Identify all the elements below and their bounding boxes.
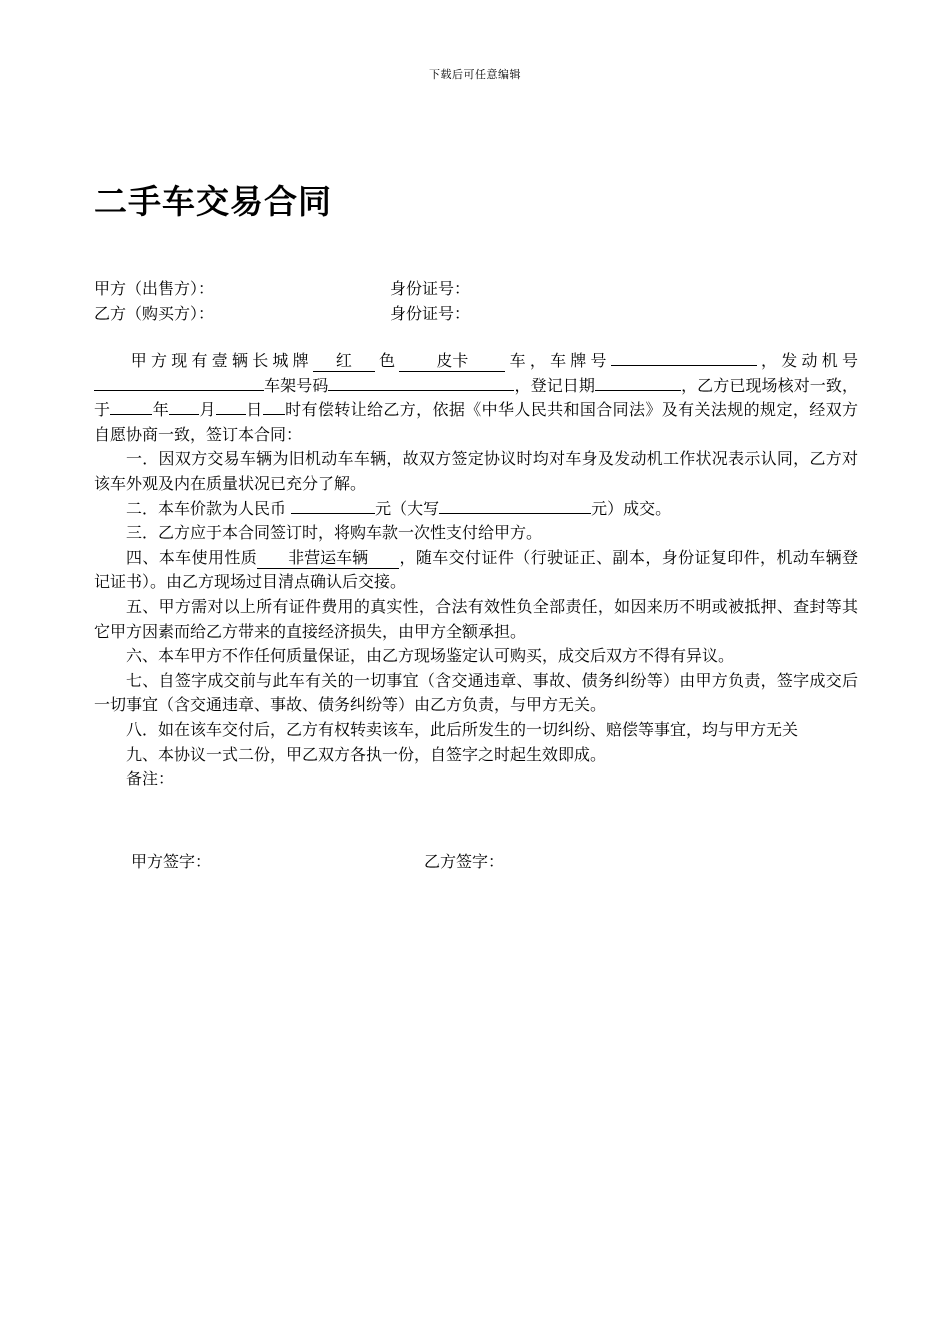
clause-8: 八．如在该车交付后，乙方有权转卖该车，此后所发生的一切纠纷、赔偿等事宜，均与甲方无关 [126, 719, 799, 739]
month-field [169, 414, 199, 415]
clause-2-text: 二．本车价款为人民币 [126, 498, 287, 518]
remark: 备注： [126, 769, 175, 789]
clause-7: 七、自签字成交前与此车有关的一切事宜（含交通违章、事故、债务纠纷等）由甲方负责，签字成交后一切事宜（含交通违章、事故、债务纠纷等）由乙方负责，与甲方无关。 [94, 670, 858, 715]
color-field: 红 [313, 351, 375, 372]
clause-2-text: 元（大写 [375, 498, 440, 518]
intro-text: 车，车牌号 [505, 351, 611, 370]
day-field [216, 414, 246, 415]
intro-text: 甲方现有壹辆长城牌 [130, 351, 313, 370]
party-a-row [94, 276, 470, 299]
clause-5: 五、甲方需对以上所有证件费用的真实性，合法有效性负全部责任，如因来历不明或被抵押、查封等其它甲方因素而给乙方带来的直接经济损失，由甲方全额承担。 [94, 596, 858, 641]
clause-2-text: 元）成交。 [591, 498, 672, 518]
party-a-signature: 甲方签字： [131, 852, 212, 871]
intro-text: 日 [245, 400, 263, 420]
usage-field: 非营运车辆 [257, 548, 399, 569]
intro-text: 时有偿转让给乙方，依据《中华人民共和国合同法》及有关法规的规定，经双方自愿协商一致，签订本合同： [94, 400, 858, 444]
party-a-label: 甲方（出售方）： [94, 279, 215, 298]
year-field [110, 414, 152, 415]
price-field [291, 513, 375, 514]
party-b-row [94, 301, 470, 324]
vin-field [328, 390, 514, 391]
header-note: 下载后可任意编辑 [429, 68, 521, 81]
clause-3: 三．乙方应于本合同签订时，将购车款一次性支付给甲方。 [126, 523, 543, 543]
clause-4 [94, 546, 858, 595]
party-b-id-label: 身份证号： [390, 304, 471, 323]
clause-2 [94, 497, 858, 522]
party-a-id-label: 身份证号： [390, 279, 471, 298]
intro-text: 月 [199, 400, 216, 420]
clause-6: 六、本车甲方不作任何质量保证，由乙方现场鉴定认可购买，成交后双方不得有异议。 [126, 646, 735, 666]
intro-text: ，登记日期 [514, 375, 595, 395]
plate-field [611, 365, 757, 366]
clause-4-text: ，随车交付证件（行驶证正、副本，身份证复印件，机动车辆登记证书）。由乙方现场过目清点确认后交接。 [94, 547, 858, 592]
intro-text: 年 [152, 400, 170, 420]
intro-text: ， [756, 351, 782, 370]
model-field: 皮卡 [399, 351, 505, 372]
party-b-signature: 乙方签字： [424, 852, 505, 871]
hour-field [263, 414, 285, 415]
intro-text: ，乙方已现场核对一致，于 [94, 375, 858, 420]
price-words-field [439, 513, 591, 514]
document-title: 二手车交易合同 [94, 182, 332, 221]
clause-9: 九、本协议一式二份，甲乙双方各执一份，自签字之时起生效即成。 [126, 744, 607, 764]
intro-paragraph [94, 349, 858, 447]
party-b-label: 乙方（购买方）： [94, 304, 215, 323]
intro-text: 车架号码 [264, 375, 329, 395]
clause-4-text: 四、本车使用性质 [126, 547, 258, 567]
intro-text: 色 [374, 351, 400, 370]
contract-body [94, 349, 858, 792]
engine-no-field [94, 390, 264, 391]
intro-text: 发动机号 [781, 351, 858, 370]
clause-1: 一．因双方交易车辆为旧机动车车辆，故双方签定协议时均对车身及发动机工作状况表示认同，乙方对该车外观及内在质量状况已充分了解。 [94, 449, 858, 493]
register-date-field [595, 390, 681, 391]
